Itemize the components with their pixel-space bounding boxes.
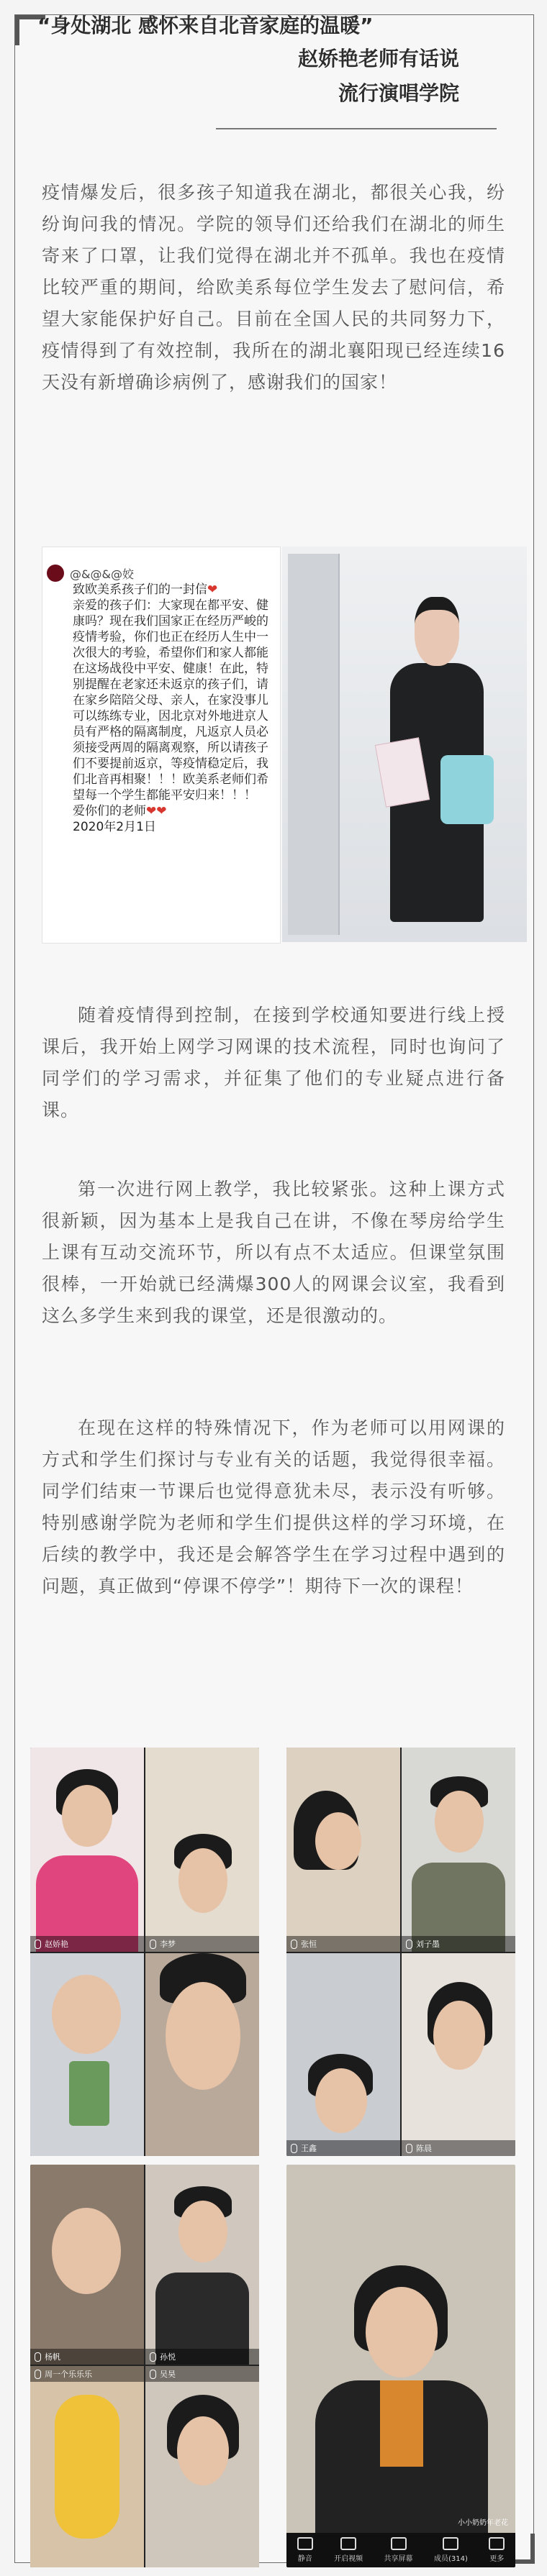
face <box>62 1785 112 1847</box>
video-tile <box>30 2165 144 2365</box>
more-icon <box>489 2537 505 2550</box>
face <box>177 2416 229 2485</box>
video-button[interactable] <box>334 2537 363 2563</box>
green-cup <box>69 2061 109 2126</box>
letter-line-4: 2020年2月1日 <box>73 820 156 834</box>
mic-icon <box>35 2352 41 2362</box>
paragraph-2: 随着疫情得到控制，在接到学校通知要进行线上授课后，我开始上网学习网课的技术流程，同时也询问了同学们的学习需求，并征集了他们的专业疑点进行备课。 <box>42 1005 505 1120</box>
face <box>178 1848 227 1913</box>
teacher-head <box>415 597 459 666</box>
toolbar-label: 成员(314) <box>433 2555 468 2563</box>
teacher-face <box>366 2287 438 2378</box>
mic-icon <box>297 2537 313 2550</box>
paragraph-4: 在现在这样的特殊情况下，作为老师可以用网课的方式和学生们探讨与专业有关的话题，我觉得很幸福。同学们结束一节课后也觉得意犹未尽，表示没有听够。特别感谢学院为老师和学生们提供这样的学习环境，在后续的教学中，我还是会解答学生在学习过程中遇到的问题，真正做到“停课不停学”！期待下一次的课程！ <box>42 1417 505 1597</box>
share-screen-button[interactable] <box>384 2537 413 2563</box>
participant-name: 周一个乐乐乐 <box>45 2370 92 2379</box>
mic-icon <box>35 1940 41 1949</box>
participant-bar <box>145 1936 259 1952</box>
letter-body <box>73 582 276 835</box>
heart-icon: ❤❤ <box>146 804 167 818</box>
toy-figure <box>55 2395 119 2539</box>
mic-icon <box>291 2144 297 2153</box>
letter-username: @&@&@姣 <box>70 567 134 581</box>
school-name: 流行演唱学院 <box>338 81 459 105</box>
paragraph-3: 第一次进行网上教学，我比较紧张。这种上课方式很新颖，因为基本上是我自己在讲，不像在琴房给学生上课有互动交流环节，所以有点不太适应。但课堂氛围很棒，一开始就已经满爆300人的网课会议室，我看到这么多学生来到我的课堂，还是很激动的。 <box>42 1179 505 1326</box>
more-button[interactable] <box>489 2537 505 2563</box>
members-icon <box>443 2537 458 2550</box>
letter-header <box>47 565 134 582</box>
share-icon <box>391 2537 407 2550</box>
participant-name: 张恒 <box>301 1940 317 1949</box>
video-call-screenshot-3 <box>30 2165 259 2567</box>
video-tile <box>402 1953 515 2156</box>
toolbar-label: 更多 <box>489 2555 505 2563</box>
participant-name: 陈晨 <box>416 2144 432 2153</box>
face <box>52 2208 121 2294</box>
camera-icon <box>340 2537 356 2550</box>
video-tile <box>30 1748 144 1952</box>
participant-bar <box>286 1936 400 1952</box>
toolbar-label: 静音 <box>297 2555 312 2563</box>
teacher-figure <box>390 597 484 942</box>
orange-top <box>380 2380 423 2467</box>
video-tile <box>145 1748 259 1952</box>
participant-name: 刘子墨 <box>416 1940 440 1949</box>
participant-name: 吴昊 <box>160 2370 176 2379</box>
article-subtitle: 赵娇艳老师有话说 <box>297 47 459 70</box>
participant-name: 杨帆 <box>45 2352 60 2362</box>
toolbar-label: 开启视频 <box>334 2555 363 2563</box>
participant-bar <box>286 2140 400 2156</box>
video-tile <box>286 1748 400 1952</box>
participant-bar <box>145 2366 259 2382</box>
participant-name: 孙悦 <box>160 2352 176 2362</box>
video-tile <box>402 1748 515 1952</box>
mask-bags <box>440 755 494 824</box>
mic-icon <box>406 1940 412 1949</box>
article-header <box>37 13 469 106</box>
participant-name: 王鑫 <box>301 2144 317 2153</box>
face <box>166 1982 240 2090</box>
letter-screenshot <box>42 547 281 944</box>
participant-bar <box>402 1936 515 1952</box>
face <box>52 1975 121 2054</box>
mic-icon <box>150 2370 156 2379</box>
video-tile <box>145 1953 259 2156</box>
header-underline <box>216 128 497 129</box>
participant-bar <box>30 2349 144 2365</box>
mic-icon <box>150 2352 156 2362</box>
mic-icon <box>406 2144 412 2153</box>
letter-line-1: 致欧美系孩子们的一封信 <box>73 583 207 597</box>
video-call-screenshot-4 <box>286 2165 515 2567</box>
participant-bar <box>402 2140 515 2156</box>
participant-bar <box>145 2349 259 2365</box>
members-button[interactable] <box>434 2537 468 2563</box>
article-title: “身处湖北 感怀来自北音家庭的温暖” <box>37 14 374 37</box>
face <box>435 1791 484 1853</box>
avatar <box>47 565 64 582</box>
participant-bar <box>30 2366 144 2382</box>
letter-line-2: 亲爱的孩子们：大家现在都平安、健康吗？现在我们国家正在经历严峻的疫情考验，你们也正在经历人生中一次很大的考验，希望你们和家人都能在这场战役中平安、健康！在此，特别提醒在老家还未返京的孩子们，请在家乡陪陪父母、亲人，在家没事儿可以练练专业，因北京对外地进京人员有严格的隔离制度，凡返京人员必须接受两周的隔离观察，所以请孩子们不要提前返京，等疫情稳定后，我们北音再相聚！！！欧美系老师们希望每一个学生都能平安归来！！！ <box>73 598 268 803</box>
face <box>433 2001 485 2070</box>
mic-icon <box>291 1940 297 1949</box>
face <box>315 1812 361 1870</box>
participant-name: 小小奶奶年老花 <box>458 2519 508 2527</box>
video-call-screenshot-2 <box>286 1748 515 2156</box>
mic-icon <box>35 2370 41 2379</box>
video-tile <box>145 2165 259 2365</box>
face <box>178 2201 227 2262</box>
paragraph-1: 疫情爆发后，很多孩子知道我在湖北，都很关心我，纷纷询问我的情况。学院的领导们还给我们在湖北的师生寄来了口罩，让我们觉得在湖北并不孤单。我也在疫情比较严重的期间，给欧美系每位学生发去了慰问信，希望大家能保护好自己。目前在全国人民的共同努力下，疫情得到了有效控制，我所在的湖北襄阳现已经连续16天没有新增确诊病例了，感谢我们的国家！ <box>42 182 505 393</box>
participant-name: 李梦 <box>160 1940 176 1949</box>
teacher-photo <box>282 547 527 942</box>
video-tile <box>30 1953 144 2156</box>
meeting-toolbar <box>286 2533 515 2567</box>
video-tile <box>145 2366 259 2567</box>
face <box>315 2068 367 2133</box>
video-tile <box>286 1953 400 2156</box>
heart-icon: ❤ <box>207 583 218 597</box>
video-call-screenshot-1 <box>30 1748 259 2156</box>
toolbar-label: 共享屏幕 <box>384 2555 413 2563</box>
letter-line-3: 爱你们的老师 <box>73 804 146 818</box>
participant-name: 赵娇艳 <box>45 1940 68 1949</box>
mute-button[interactable] <box>297 2537 313 2563</box>
door <box>288 554 340 935</box>
participant-bar <box>30 1936 144 1952</box>
video-tile <box>30 2366 144 2567</box>
mic-icon <box>150 1940 156 1949</box>
